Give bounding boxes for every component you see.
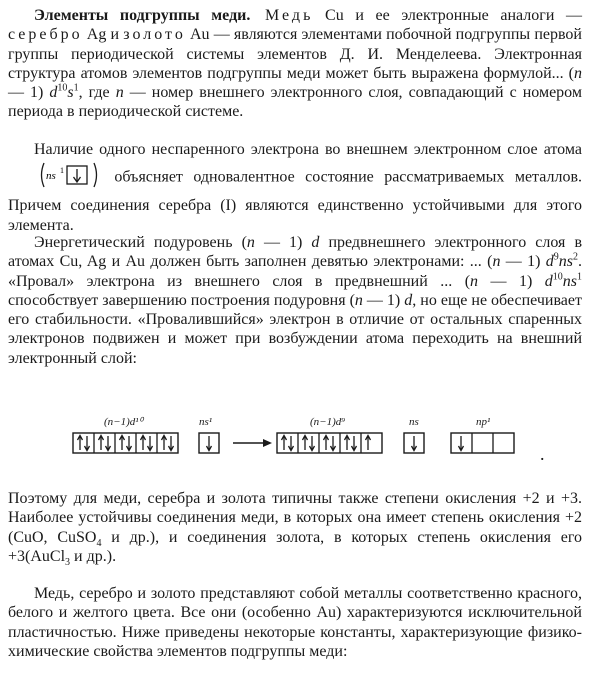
paragraph-unpaired-electron: Наличие одного неспаренного электрона во внешнем электронном слое атома ns 1 объясняет одновалентное состояние рассматриваемых металлов. Причем соединения серебра (I) являются единственно устойчивыми для этого элемента. <box>8 141 582 234</box>
electron-spins <box>78 433 494 453</box>
d9-orbital-box <box>277 433 382 453</box>
np1-orbital-box <box>451 433 514 453</box>
paragraph-energy-sublevel: Энергетический подуровень (n — 1) d предвнешнего электронного слоя в атомах Cu, Ag и Au должен быть заполнен девятью электронами: ... (n — 1) $d^9ns^2$. «Провал» электрона из внешнего слоя в предвнешний ... (n — 1) $d^{10}ns^1$ способствует завершению построения подуровня (n — 1) d, но еще не обеспечивает его стабильности. «Провалившийся» электрон в отличие от остальных спаренных электронов подвижен и может при возбуждении атома переходить на внешний электронный слой: <box>8 234 583 367</box>
svg-text:1: 1 <box>60 166 64 175</box>
d10-orbital-box <box>73 433 178 453</box>
label-np1: np¹ <box>476 416 491 428</box>
label-ns: ns <box>409 416 419 428</box>
paragraph-intro: Элементы подгруппы меди. Медь Cu и ее электронные аналоги — серебро Ag и золото Au — являются элементами побочной подгруппы первой группы периодической системы элементов Д. И. Менделеева. Электронная структура атомов элементов подгруппы меди может быть выражена формулой... (n — 1) $d^{10}s^1$, где n — номер внешнего электронного слоя, совпадающий с номером периода в периодической системе. <box>8 7 583 121</box>
label-ns1: ns¹ <box>199 416 213 428</box>
paragraph-oxidation-states: Поэтому для меди, серебра и золота типичны также степени окисления +2 и +3. Наиболее устойчивы соединения меди, в которых она имеет степень окисления +2 (CuO, CuSO$_4$ и др.), и соединения золота, в которых степень окисления его +3(AuCl$_3$ и др.). <box>8 490 582 569</box>
transition-arrow <box>233 439 272 447</box>
ns1-orbital-inline <box>12 160 100 196</box>
diagram-period: . <box>540 444 545 464</box>
ns1-orbital-box <box>199 433 219 453</box>
paragraph-properties: Медь, серебро и золото представляют собой металлы соответственно красного, белого и желтого цвета. Все они (особенно Au) характеризуются исключительной пластичностью. Ниже приведены некоторые константы, характеризующие физико-химические свойства элементов подгруппы меди: <box>8 585 582 660</box>
label-d9: (n−1)d⁹ <box>310 416 346 428</box>
section-heading: Элементы подгруппы меди. <box>34 7 251 24</box>
ns-label: ns <box>46 170 56 182</box>
label-d10: (n−1)d¹⁰ <box>104 416 143 428</box>
ns-orbital-box <box>404 433 424 453</box>
